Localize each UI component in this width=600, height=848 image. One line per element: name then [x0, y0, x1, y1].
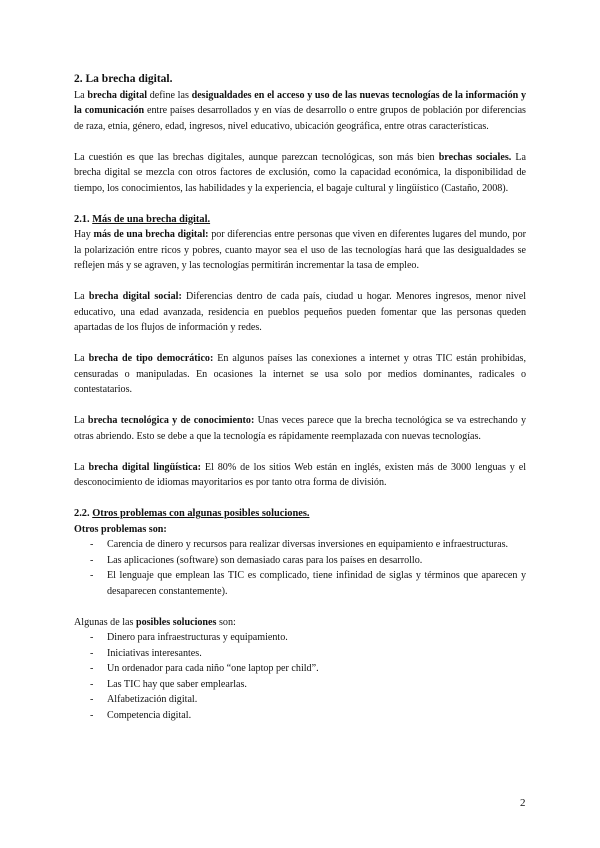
problems-list: [74, 537, 526, 599]
section-2-1-paragraph-1: Hay más de una brecha digital: por diferencias entre personas que viven en diferentes lugares del mundo, por la polarización entre ricos y pobres, cuanto mayor sea el uso de las tecnologías hará que las desigualdades se reflejen más y se agraven, y las tecnologías permitirán incrementar la tasa de empleo.: [74, 229, 526, 271]
solutions-list: [74, 630, 526, 723]
problems-heading: Otros problemas son:: [74, 523, 167, 535]
list-item: - Carencia de dinero y recursos para realizar diversas inversiones en equipamiento e infraestructuras.: [90, 539, 509, 550]
section-2-1-heading: 2.1. Más de una brecha digital.: [74, 213, 211, 225]
list-item: - Las aplicaciones (software) son demasiado caras para los países en desarrollo.: [90, 554, 423, 566]
list-item: - El lenguaje que emplean las TIC es complicado, tiene infinidad de siglas y términos que aparecen y desaparecen constantemente).: [90, 570, 526, 597]
list-item: - Iniciativas interesantes.: [90, 647, 202, 659]
section-2-paragraph-2: La cuestión es que las brechas digitales, aunque parezcan tecnológicas, son más bien brechas sociales. La brecha digital se mezcla con otros factores de exclusión, como la capacidad económica, la disponibilidad de tiempo, los conocimientos, las habilidades y la experiencia, el bagaje cultural y lingüístico (Castaño, 2008).: [74, 151, 527, 194]
section-number: 2.: [74, 73, 83, 85]
section-2-1-paragraph-4: La brecha tecnológica y de conocimiento: Unas veces parece que la brecha tecnológica se va estrechando y otras abriendo. Esto se debe a que la tecnología es rápidamente reemplazada con nuevas tecnologías.: [74, 415, 526, 442]
list-item: - Las TIC hay que saber emplearlas.: [90, 678, 247, 690]
solutions-intro: Algunas de las posibles soluciones son:: [74, 616, 236, 628]
section-2-1-paragraph-5: La brecha digital lingüística: El 80% de los sitios Web están en inglés, existen más de 3000 lenguas y el desconocimiento de idiomas mayoritarios es por tanto otra forma de división.: [74, 461, 527, 488]
section-2-1-paragraph-2: La brecha digital social: Diferencias dentro de cada país, ciudad u hogar. Menores ingresos, menor nivel educativo, una edad avanzada, residencia en pueblos pequeños pueden fomentar que las personas queden apartadas de los flujos de información y redes.: [74, 291, 526, 333]
list-item: - Dinero para infraestructuras y equipamiento.: [90, 632, 288, 643]
section-2-1-paragraph-3: La brecha de tipo democrático: En algunos países las conexiones a internet y otras TIC están prohibidas, censuradas o manipuladas. En ocasiones la internet se usa solo por medios dominantes, radicales o contestatarios.: [74, 353, 527, 395]
document-page: [74, 72, 526, 723]
page-number: 2: [520, 797, 526, 809]
section-2-paragraph-1: La brecha digital define las desigualdades en el acceso y uso de las nuevas tecnologías de la información y la comunicación entre países desarrollados y en vías de desarrollo o entre grupos de población por diferencias de raza, etnia, género, edad, ingresos, nivel educativo, ubicación geográfica, entre otras características.: [74, 89, 527, 132]
list-item: - Competencia digital.: [90, 709, 192, 721]
list-item: - Alfabetización digital.: [90, 694, 198, 705]
section-2-2-heading: 2.2. Otros problemas con algunas posibles soluciones.: [74, 508, 310, 519]
list-item: - Un ordenador para cada niño “one laptop per child”.: [90, 663, 319, 674]
section-title: La brecha digital.: [85, 73, 173, 85]
section-2-heading: [74, 72, 526, 88]
